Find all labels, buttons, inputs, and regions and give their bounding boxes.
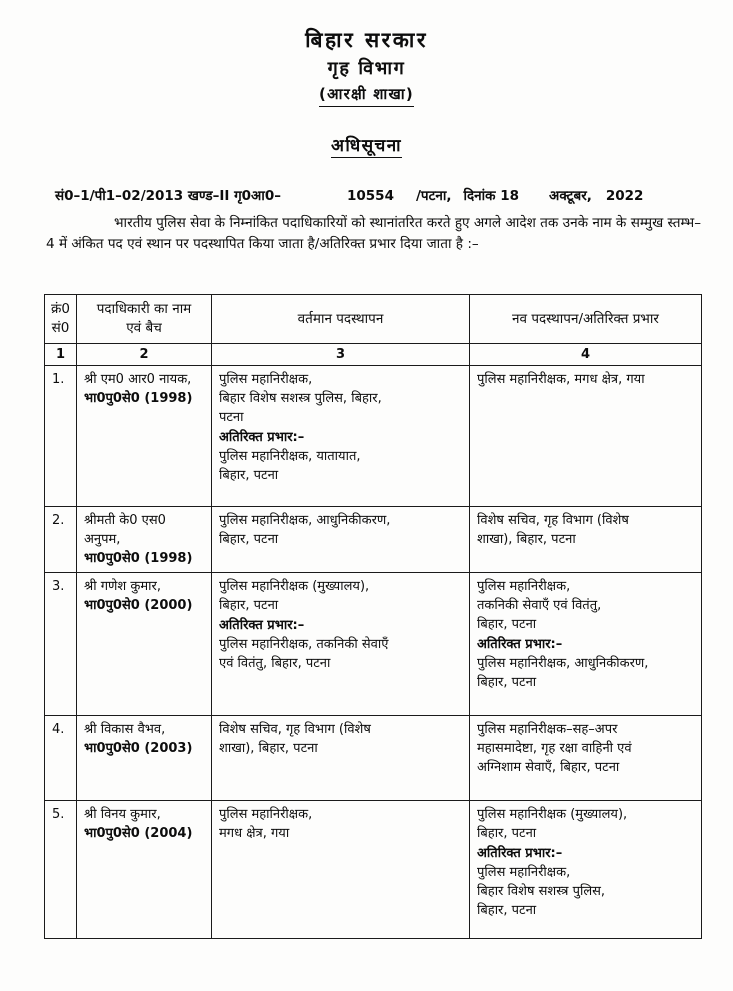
issue-date: दिनांक 18 [463, 188, 520, 204]
new-line: शाखा), बिहार, पटना [477, 532, 576, 547]
current-additional-line: पुलिस महानिरीक्षक, यातायात, [219, 449, 361, 464]
new-additional-line: पुलिस महानिरीक्षक, आधुनिकीकरण, [477, 656, 649, 671]
officer-batch: भा0पु0से0 (1998) [84, 391, 193, 406]
table-body [45, 366, 702, 939]
current-line: बिहार विशेष सशस्त्र पुलिस, बिहार, [219, 391, 382, 406]
row-officer-name [77, 573, 212, 716]
new-line: महासमादेष्टा, गृह रक्षा वाहिनी एवं [477, 741, 632, 756]
column-number-4: 4 [470, 344, 702, 366]
notification-title: अधिसूचना [331, 133, 402, 158]
row-new-posting [470, 716, 702, 801]
new-line: अग्निशाम सेवाएँ, बिहार, पटना [477, 760, 620, 775]
column-number-1: 1 [45, 344, 77, 366]
row-serial: 4. [45, 716, 77, 801]
new-line: विशेष सचिव, गृह विभाग (विशेष [477, 513, 629, 528]
row-officer-name [77, 366, 212, 507]
column-number-2: 2 [77, 344, 212, 366]
additional-charge-label: अतिरिक्त प्रभार:– [477, 637, 563, 652]
table-header-row [45, 295, 702, 344]
current-line: पुलिस महानिरीक्षक (मुख्यालय), [219, 579, 370, 594]
officer-batch: भा0पु0से0 (2003) [84, 741, 193, 756]
current-line: विशेष सचिव, गृह विभाग (विशेष [219, 722, 371, 737]
reference-line [55, 186, 700, 204]
new-line: पुलिस महानिरीक्षक, मगध क्षेत्र, गया [477, 372, 645, 387]
row-serial: 2. [45, 507, 77, 573]
row-current-posting [212, 573, 470, 716]
officer-batch: भा0पु0से0 (2004) [84, 826, 193, 841]
header-name-line1: पदाधिकारी का नाम [96, 301, 192, 317]
additional-charge-label: अतिरिक्त प्रभार:– [219, 618, 305, 633]
header-serial-line2: सं0 [51, 320, 70, 336]
table-row [45, 366, 702, 507]
notification-title-container [0, 133, 733, 158]
new-additional-line: बिहार, पटना [477, 675, 537, 690]
current-additional-line: बिहार, पटना [219, 468, 279, 483]
officer-name-line1: श्री विनय कुमार, [84, 807, 161, 822]
current-line: पुलिस महानिरीक्षक, आधुनिकीकरण, [219, 513, 391, 528]
header-name-line2: एवं बैच [126, 320, 162, 336]
additional-charge-label: अतिरिक्त प्रभार:– [477, 846, 563, 861]
memo-number: सं0–1/पी1–02/2013 खण्ड–II गृ0आ0– [55, 188, 281, 204]
paragraph-text: भारतीय पुलिस सेवा के निम्नांकित पदाधिकारियों को स्थानांतरित करते हुए अगले आदेश तक उनके नाम के सम्मुख स्तम्भ–4 में अंकित पद एवं स्थान पर पदस्थापित किया जाता है/अतिरिक्त प्रभार दिया जाता है :– [46, 215, 701, 252]
new-additional-line: पुलिस महानिरीक्षक, [477, 865, 571, 880]
officer-name-line1: श्रीमती के0 एस0 अनुपम, [84, 513, 166, 547]
new-line: तकनिकी सेवाएँ एवं वितंतु, [477, 598, 602, 613]
row-current-posting [212, 366, 470, 507]
current-line: मगध क्षेत्र, गया [219, 826, 290, 841]
body-paragraph [46, 213, 701, 255]
table-row [45, 801, 702, 939]
row-new-posting [470, 801, 702, 939]
row-new-posting [470, 366, 702, 507]
row-serial: 1. [45, 366, 77, 507]
masthead [0, 26, 733, 107]
current-additional-line: पुलिस महानिरीक्षक, तकनिकी सेवाएँ [219, 637, 389, 652]
officer-name-line1: श्री एम0 आर0 नायक, [84, 372, 192, 387]
column-number-3: 3 [212, 344, 470, 366]
officer-name-line1: श्री गणेश कुमार, [84, 579, 161, 594]
organization-name: बिहार सरकार [305, 28, 428, 52]
table-row [45, 716, 702, 801]
issue-place: /पटना, [415, 188, 452, 204]
table-row [45, 507, 702, 573]
row-officer-name [77, 507, 212, 573]
dispatch-number: 10554 [347, 188, 394, 204]
new-line: पुलिस महानिरीक्षक–सह–अपर [477, 722, 618, 737]
new-line: पुलिस महानिरीक्षक, [477, 579, 571, 594]
new-additional-line: बिहार, पटना [477, 903, 537, 918]
current-line: पटना [219, 410, 244, 425]
current-line: पुलिस महानिरीक्षक, [219, 807, 313, 822]
header-current-posting: वर्तमान पदस्थापन [212, 295, 470, 344]
additional-charge-label: अतिरिक्त प्रभार:– [219, 430, 305, 445]
header-officer-name [77, 295, 212, 344]
transfer-table [44, 294, 702, 939]
row-current-posting [212, 716, 470, 801]
current-line: शाखा), बिहार, पटना [219, 741, 318, 756]
header-serial-line1: क्रं0 [51, 301, 70, 317]
branch-name: (आरक्षी शाखा) [319, 84, 414, 107]
table-row [45, 573, 702, 716]
row-officer-name [77, 801, 212, 939]
row-serial: 5. [45, 801, 77, 939]
current-line: बिहार, पटना [219, 598, 279, 613]
department-name: गृह विभाग [327, 58, 406, 80]
header-serial [45, 295, 77, 344]
current-line: बिहार, पटना [219, 532, 279, 547]
officer-name-line1: श्री विकास वैभव, [84, 722, 166, 737]
row-serial: 3. [45, 573, 77, 716]
new-line: पुलिस महानिरीक्षक (मुख्यालय), [477, 807, 628, 822]
row-new-posting [470, 507, 702, 573]
current-additional-line: एवं वितंतु, बिहार, पटना [219, 656, 331, 671]
row-new-posting [470, 573, 702, 716]
new-additional-line: बिहार विशेष सशस्त्र पुलिस, [477, 884, 606, 899]
issue-year: 2022 [605, 188, 644, 204]
officer-batch: भा0पु0से0 (2000) [84, 598, 193, 613]
row-officer-name [77, 716, 212, 801]
row-current-posting [212, 801, 470, 939]
table-column-number-row [45, 344, 702, 366]
officer-batch: भा0पु0से0 (1998) [84, 551, 193, 566]
issue-month: अक्टूबर, [549, 188, 592, 204]
new-line: बिहार, पटना [477, 617, 537, 632]
header-new-posting: नव पदस्थापन/अतिरिक्त प्रभार [470, 295, 702, 344]
current-line: पुलिस महानिरीक्षक, [219, 372, 313, 387]
new-line: बिहार, पटना [477, 826, 537, 841]
row-current-posting [212, 507, 470, 573]
